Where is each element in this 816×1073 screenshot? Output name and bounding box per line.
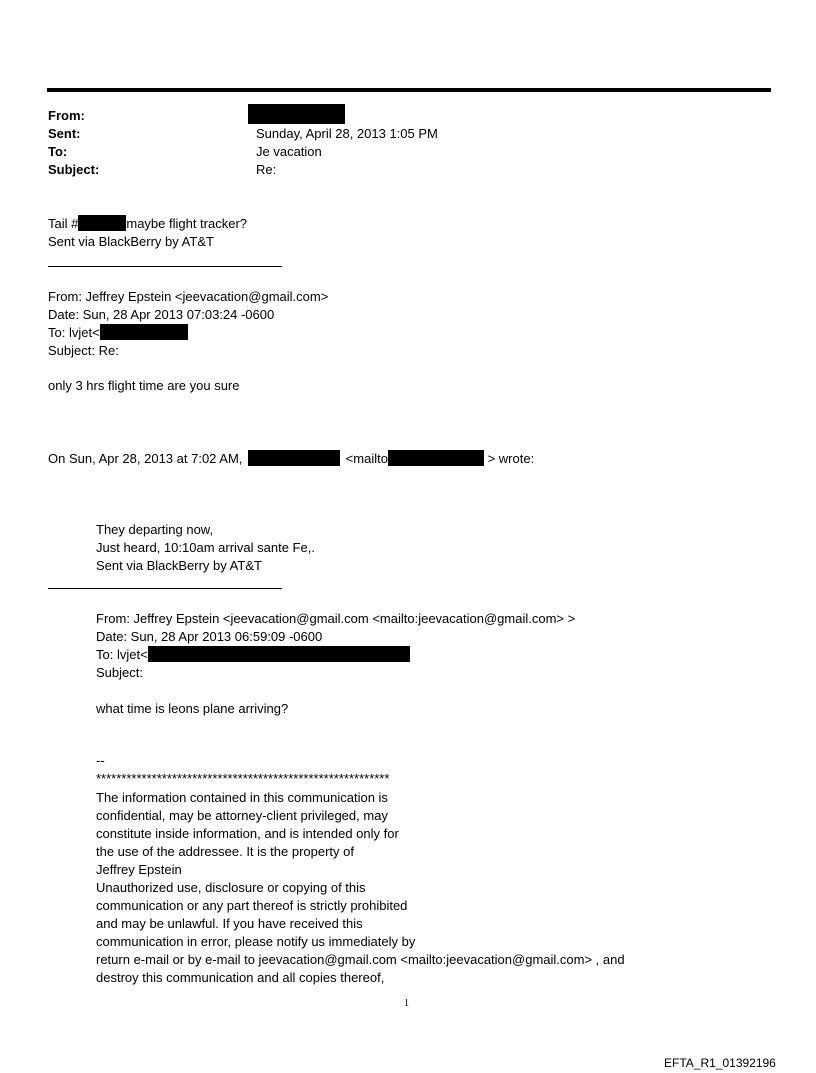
on-wrote-prefix: On Sun, Apr 28, 2013 at 7:02 AM, [48,451,243,466]
reply-sent-via: Sent via BlackBerry by AT&T [48,234,214,249]
reply-tail-prefix: Tail # [48,216,79,231]
notice-line: destroy this communication and all copies thereof, [96,970,385,985]
quoted3-date: Date: Sun, 28 Apr 2013 06:59:09 -0600 [96,629,323,644]
quoted1-date: Date: Sun, 28 Apr 2013 07:03:24 -0600 [48,307,275,322]
subject-label: Subject: [48,162,100,177]
document-id: EFTA_R1_01392196 [664,1056,776,1070]
on-wrote-mailto: <mailto [345,451,388,466]
notice-line: communication in error, please notify us immediately by [96,934,416,949]
sender-name-redacted [248,450,340,466]
quote-separator-1 [48,266,282,267]
quoted2-line-1: They departing now, [96,522,214,537]
quote-separator-2 [48,588,282,589]
quoted3-subject: Subject: [96,665,143,680]
quoted3-to-prefix: To: lvjet< [96,647,148,662]
reply-tail-suffix: maybe flight tracker? [126,216,248,231]
on-wrote-suffix: > wrote: [487,451,535,466]
quoted1-from: From: Jeffrey Epstein <jeevacation@gmail.com> [48,289,329,304]
notice-line: constitute inside information, and is intended only for [96,826,399,841]
notice-line: return e-mail or by e-mail to jeevacation@gmail.com <mailto:jeevacation@gmail.com> , and [96,952,625,967]
sender-email-redacted [388,450,484,466]
confidentiality-notice [96,789,625,987]
notice-line: confidential, may be attorney-client privileged, may [96,808,388,823]
quoted3-to-redacted [148,646,410,662]
quoted1-to-redacted [100,324,188,340]
notice-line: the use of the addressee. It is the property of [96,844,354,859]
on-wrote-line [48,450,534,468]
subject-value: Re: [256,162,277,177]
signature-stars: ********************************************************** [96,771,390,786]
quoted1-subject: Subject: Re: [48,343,119,358]
quoted3-body: what time is leons plane arriving? [96,701,289,716]
tail-number-redacted [78,215,126,231]
quoted2-line-2: Just heard, 10:10am arrival sante Fe,. [96,540,315,555]
quoted1-to-prefix: To: lvjet< [48,325,100,340]
notice-line: The information contained in this communication is [96,790,388,805]
reply-tail-line [48,215,247,233]
sent-value: Sunday, April 28, 2013 1:05 PM [256,126,438,141]
notice-line: communication or any part thereof is strictly prohibited [96,898,408,913]
quoted2-line-3: Sent via BlackBerry by AT&T [96,558,262,573]
to-label: To: [48,144,68,159]
to-value: Je vacation [256,144,322,159]
notice-line: and may be unlawful. If you have received this [96,916,363,931]
quoted3-to [96,646,410,664]
quoted1-body: only 3 hrs flight time are you sure [48,378,240,393]
signature-dashes: -- [96,753,105,768]
notice-line: Unauthorized use, disclosure or copying of this [96,880,366,895]
from-value-redacted [248,104,345,124]
quoted3-from: From: Jeffrey Epstein <jeevacation@gmail.com <mailto:jeevacation@gmail.com> > [96,611,576,626]
quoted1-to [48,324,188,342]
notice-line: Jeffrey Epstein [96,862,182,877]
page-number: 1 [404,998,409,1009]
sent-label: Sent: [48,126,81,141]
from-label: From: [48,108,85,123]
header-top-rule [47,88,771,92]
